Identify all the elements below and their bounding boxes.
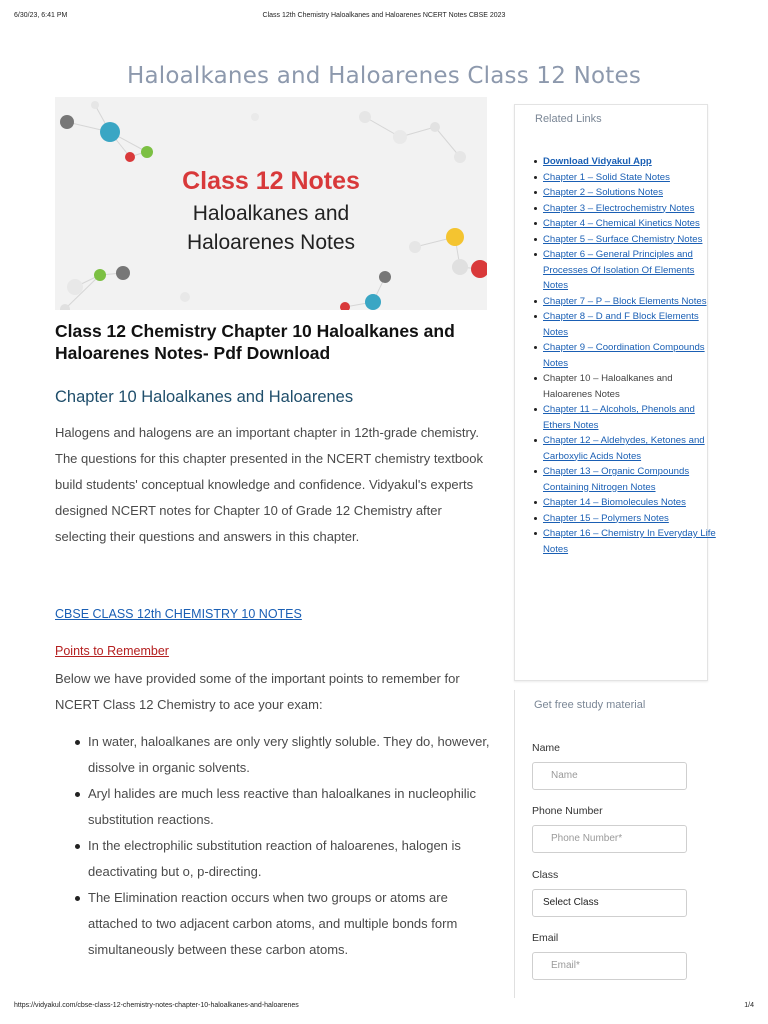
sidebar-item-chapter-4 xyxy=(543,216,721,232)
study-material-heading: Get free study material xyxy=(534,699,646,711)
banner-subtitle-line1: Haloalkanes and xyxy=(192,202,350,225)
banner-subtitle-line2: Haloarenes Notes xyxy=(186,231,356,254)
chapter-16-link[interactable]: Chapter 16 – Chemistry In Everyday Life Notes xyxy=(543,528,716,555)
sidebar-item-chapter-12 xyxy=(543,433,721,464)
print-url: https://vidyakul.com/cbse-class-12-chemistry-notes-chapter-10-haloalkanes-and-haloarenes xyxy=(14,1002,299,1009)
page-title: Haloalkanes and Haloarenes Class 12 Notes xyxy=(126,63,642,90)
sidebar-item-chapter-2 xyxy=(543,185,721,201)
chapter-15-link[interactable]: Chapter 15 – Polymers Notes xyxy=(543,512,669,524)
chapter-4-link[interactable]: Chapter 4 – Chemical Kinetics Notes xyxy=(543,218,700,229)
chapter-2-link[interactable]: Chapter 2 – Solutions Notes xyxy=(543,187,663,198)
chapter-14-link[interactable]: Chapter 14 – Biomolecules Notes xyxy=(543,497,686,508)
related-links-list xyxy=(527,154,721,557)
sidebar-item-chapter-8 xyxy=(543,309,721,340)
list-item: The Elimination reaction occurs when two groups or atoms are attached to two adjacent carbon atoms, and multiple bonds form simultaneously between these carbon atoms. xyxy=(88,885,495,963)
page-number: 1/4 xyxy=(744,1002,754,1009)
chapter-9-link[interactable]: Chapter 9 – Coordination Compounds Notes xyxy=(543,342,705,369)
sidebar-item-chapter-13 xyxy=(543,464,721,495)
phone-label: Phone Number xyxy=(532,805,603,817)
sidebar-item-chapter-10-current: Chapter 10 – Haloalkanes and Haloarenes Notes xyxy=(543,371,721,402)
sidebar-item-download-app xyxy=(543,154,721,170)
name-label: Name xyxy=(532,742,561,754)
points-intro: Below we have provided some of the important points to remember for NCERT Class 12 Chemistry to ace your exam: xyxy=(55,671,460,712)
sidebar-item-chapter-5 xyxy=(543,232,721,248)
class-select[interactable]: Select Class xyxy=(532,889,687,917)
cbse-notes-link[interactable]: CBSE CLASS 12th CHEMISTRY 10 NOTES xyxy=(55,607,302,621)
sidebar-item-chapter-9 xyxy=(543,340,721,371)
list-item: Aryl halides are much less reactive than haloalkanes in nucleophilic substitution reactions. xyxy=(88,781,495,833)
chapter-1-link[interactable]: Chapter 1 – Solid State Notes xyxy=(543,171,670,183)
article-heading: Class 12 Chemistry Chapter 10 Haloalkanes and Haloarenes Notes- Pdf Download xyxy=(55,321,455,363)
sidebar-item-chapter-11 xyxy=(543,402,721,433)
related-links-panel xyxy=(514,104,716,681)
sidebar-item-chapter-15 xyxy=(543,511,721,527)
sidebar-item-chapter-6 xyxy=(543,247,721,294)
print-timestamp: 6/30/23, 6:41 PM xyxy=(14,12,68,19)
print-doc-title: Class 12th Chemistry Haloalkanes and Haloarenes NCERT Notes CBSE 2023 xyxy=(262,12,506,19)
chapter-12-link[interactable]: Chapter 12 – Aldehydes, Ketones and Carboxylic Acids Notes xyxy=(543,435,705,462)
name-field[interactable]: Name xyxy=(532,762,687,790)
sidebar-item-chapter-16 xyxy=(543,526,721,557)
chapter-11-link[interactable]: Chapter 11 – Alcohols, Phenols and Ethers Notes xyxy=(543,404,695,431)
email-label: Email xyxy=(532,932,559,944)
article-subheading: Chapter 10 Haloalkanes and Haloarenes xyxy=(55,388,354,406)
sidebar-item-chapter-7 xyxy=(543,294,721,310)
intro-paragraph: Halogens and halogens are an important chapter in 12th-grade chemistry. The questions for this chapter presented in the NCERT chemistry textbook build students' conceptual knowledge and confidence. Vidyakul's experts designed NCERT notes for Chapter 10 of Grade 12 Chemistry after selecting their questions and answers in this chapter. xyxy=(55,425,484,544)
email-field[interactable]: Email* xyxy=(532,952,687,980)
chapter-13-link[interactable]: Chapter 13 – Organic Compounds Containing Nitrogen Notes xyxy=(543,466,690,493)
sidebar-item-chapter-14 xyxy=(543,495,721,511)
form-divider xyxy=(514,690,515,998)
sidebar-item-chapter-3 xyxy=(543,201,721,217)
list-item: In the electrophilic substitution reaction of haloarenes, halogen is deactivating but o, p-directing. xyxy=(88,833,495,885)
hero-banner xyxy=(55,97,487,310)
phone-field[interactable]: Phone Number* xyxy=(532,825,687,853)
chapter-6-link[interactable]: Chapter 6 – General Principles and Processes Of Isolation Of Elements Notes xyxy=(543,249,695,291)
related-links-heading: Related Links xyxy=(535,113,602,125)
class-label: Class xyxy=(532,869,559,881)
chapter-7-link[interactable]: Chapter 7 – P – Block Elements Notes xyxy=(543,295,707,307)
points-to-remember-link[interactable]: Points to Remember xyxy=(55,644,169,658)
chapter-5-link[interactable]: Chapter 5 – Surface Chemistry Notes xyxy=(543,233,703,245)
banner-title: Class 12 Notes xyxy=(182,167,360,195)
points-list xyxy=(55,729,495,963)
print-header xyxy=(0,0,768,30)
chapter-3-link[interactable]: Chapter 3 – Electrochemistry Notes xyxy=(543,202,695,214)
sidebar-item-chapter-1 xyxy=(543,170,721,186)
list-item: In water, haloalkanes are only very slightly soluble. They do, however, dissolve in organic solvents. xyxy=(88,729,495,781)
chapter-8-link[interactable]: Chapter 8 – D and F Block Elements Notes xyxy=(543,311,699,338)
download-app-link[interactable]: Download Vidyakul App xyxy=(543,156,652,167)
